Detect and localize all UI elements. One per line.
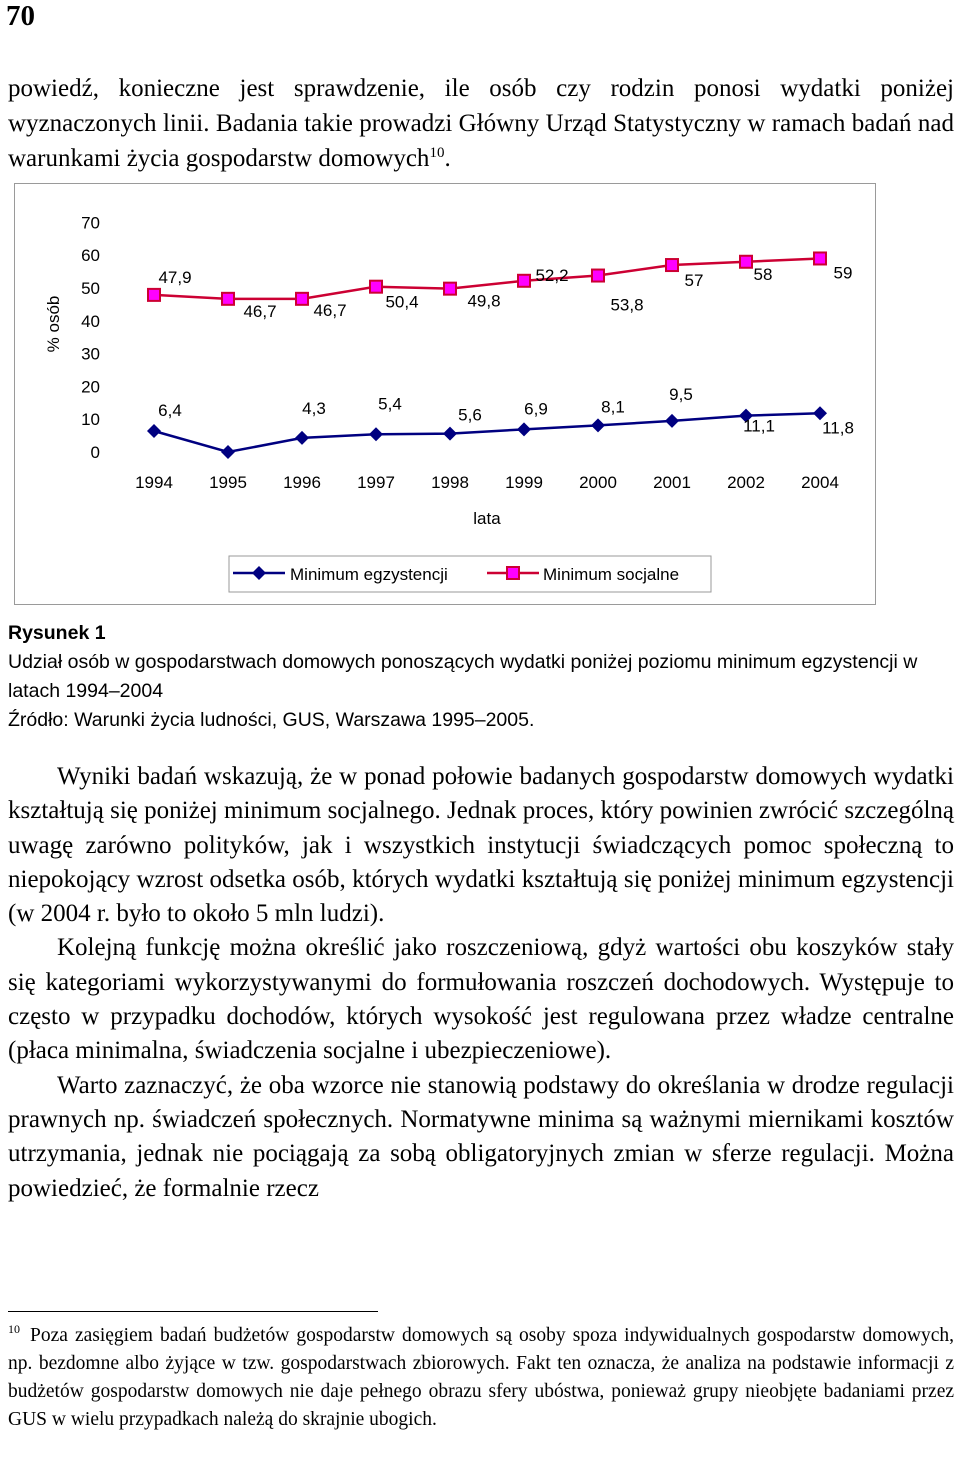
y-tick-label: 30 — [81, 344, 100, 364]
paragraph-1: Wyniki badań wskazują, że w ponad połowie badanych gospodarstw domowych wydatki kształtują się poniżej minimum socjalnego. Jednak proces, który powinien zwrócić szczególną uwagę zarówno polityków, jak i wszystkich instytucji świadczących pomoc społeczną to niepokojący wzrost odsetka osób, których wydatki kształtują się poniżej minimum egzystencji (w 2004 r. było to około 5 mln ludzi). — [8, 763, 954, 928]
data-point-minimum-socjalne — [666, 259, 678, 271]
data-label: 52,2 — [535, 265, 569, 285]
data-point-minimum-egzystencji — [591, 418, 605, 432]
legend-label-minimum-egzystencji: Minimum egzystencji — [290, 565, 448, 584]
data-point-minimum-egzystencji — [295, 431, 309, 445]
data-point-minimum-socjalne — [740, 256, 752, 268]
paragraph-2: Kolejną funkcję można określić jako roszczeniową, gdyż wartości obu koszyków stały się kategoriami wykorzystywanymi do formułowania roszczeń dochodowych. Występuje to często w przypadku dochodów, których wysokość jest regulowana przez władze centralne (płaca minimalna, świadczenia socjalne i ubezpieczeniowe). — [8, 934, 954, 1065]
y-tick-label: 0 — [90, 443, 100, 462]
y-tick-label: 70 — [81, 213, 100, 233]
figure-title: Rysunek 1 — [8, 622, 106, 644]
data-point-minimum-egzystencji — [221, 445, 235, 459]
x-tick-label: 1994 — [135, 473, 173, 492]
data-label: 4,3 — [302, 398, 326, 418]
x-tick-label: 1997 — [357, 473, 395, 492]
x-tick-label: 1995 — [209, 473, 247, 492]
data-point-minimum-socjalne — [222, 293, 234, 305]
data-label: 5,4 — [378, 394, 402, 414]
body-text — [8, 760, 954, 1206]
data-point-minimum-egzystencji — [665, 414, 679, 428]
data-label: 47,9 — [158, 267, 192, 287]
data-point-minimum-socjalne — [518, 275, 530, 287]
data-point-minimum-egzystencji — [369, 427, 383, 441]
y-axis-label: % osób — [44, 295, 63, 353]
data-label: 5,6 — [458, 405, 482, 425]
footnote-reference[interactable]: 10 — [429, 145, 445, 161]
data-label: 57 — [684, 271, 704, 291]
data-point-minimum-socjalne — [370, 281, 382, 293]
paragraph-3: Warto zaznaczyć, że oba wzorce nie stanowią podstawy do określania w drodze regulacji prawnych np. świadczeń społecznych. Normatywne minima są ważnymi miernikami kosztów utrzymania, jednak nie pociągają za sobą obligatoryjnych zmian w sferze regulacji. Można powiedzieć, że formalnie rzecz — [8, 1071, 954, 1202]
x-tick-label: 2000 — [579, 473, 617, 492]
data-point-minimum-socjalne — [148, 289, 160, 301]
data-label: 53,8 — [610, 295, 644, 315]
data-point-minimum-egzystencji — [517, 422, 531, 436]
intro-paragraph — [8, 71, 954, 176]
x-tick-label: 1996 — [283, 473, 321, 492]
chart-frame — [14, 183, 876, 605]
y-tick-label: 60 — [81, 246, 100, 266]
footnote-number: 10 — [8, 1322, 20, 1336]
intro-text: powiedź, konieczne jest sprawdzenie, ile osób czy rodzin ponosi wydatki poniżej wyznaczonych linii. Badania takie prowadzi Główny Urząd Statystyczny w ramach badań nad warunkami życia gospodarstw domowych — [8, 75, 954, 172]
data-label: 59 — [833, 263, 853, 283]
data-label: 11,1 — [743, 416, 775, 436]
data-label: 6,4 — [158, 401, 182, 421]
data-label: 11,8 — [822, 418, 854, 438]
data-label: 58 — [753, 264, 773, 284]
x-tick-label: 2001 — [653, 473, 691, 492]
x-tick-label: 1998 — [431, 473, 469, 492]
data-point-minimum-socjalne — [296, 293, 308, 305]
data-point-minimum-socjalne — [592, 270, 604, 282]
y-tick-label: 40 — [81, 311, 100, 331]
y-tick-label: 20 — [81, 377, 100, 397]
data-label: 49,8 — [467, 291, 501, 311]
chart-legend — [229, 556, 711, 592]
data-label: 46,7 — [313, 300, 347, 320]
y-tick-label: 50 — [81, 279, 100, 298]
data-point-minimum-socjalne — [814, 252, 826, 264]
data-label: 8,1 — [601, 397, 625, 417]
data-label: 6,9 — [524, 399, 548, 419]
page-number: 70 — [6, 0, 35, 32]
legend-label-minimum-socjalne: Minimum socjalne — [543, 565, 680, 584]
line-chart — [15, 184, 875, 604]
figure-source: Źródło: Warunki życia ludności, GUS, Warszawa 1995–2005. — [8, 709, 535, 731]
y-tick-label: 10 — [81, 410, 100, 430]
data-point-minimum-egzystencji — [147, 424, 161, 438]
x-tick-label: 2004 — [801, 473, 839, 492]
data-label: 50,4 — [385, 292, 419, 312]
footnote-divider — [8, 1311, 378, 1312]
data-label: 9,5 — [669, 384, 693, 404]
x-tick-label: 1999 — [505, 473, 543, 492]
figure-description: Udział osób w gospodarstwach domowych ponoszących wydatki poniżej poziomu minimum egzystencji w latach 1994–2004 — [8, 651, 918, 702]
data-label: 46,7 — [243, 301, 277, 321]
series-line-minimum-egzystencji — [154, 413, 820, 452]
data-point-minimum-socjalne — [444, 283, 456, 295]
figure-caption — [8, 619, 954, 735]
data-point-minimum-egzystencji — [443, 427, 457, 441]
footnote-text: Poza zasięgiem badań budżetów gospodarstw domowych są osoby spoza indywidualnych gospodarstw domowych, np. bezdomne albo żyjące w tzw. gospodarstwach zbiorowych. Fakt ten oznacza, że analiza na podstawie informacji z budżetów gospodarstw domowych nie daje pełnego obrazu sfery ubóstwa, ponieważ grupy nieobjęte badaniami przez GUS w wielu przypadkach należą do skrajnie ubogich. — [8, 1325, 954, 1430]
x-tick-label: 2002 — [727, 473, 765, 492]
legend-marker-minimum-socjalne — [507, 567, 519, 579]
footnote — [8, 1322, 954, 1434]
x-axis-label: lata — [473, 509, 501, 528]
intro-end: . — [444, 145, 451, 172]
